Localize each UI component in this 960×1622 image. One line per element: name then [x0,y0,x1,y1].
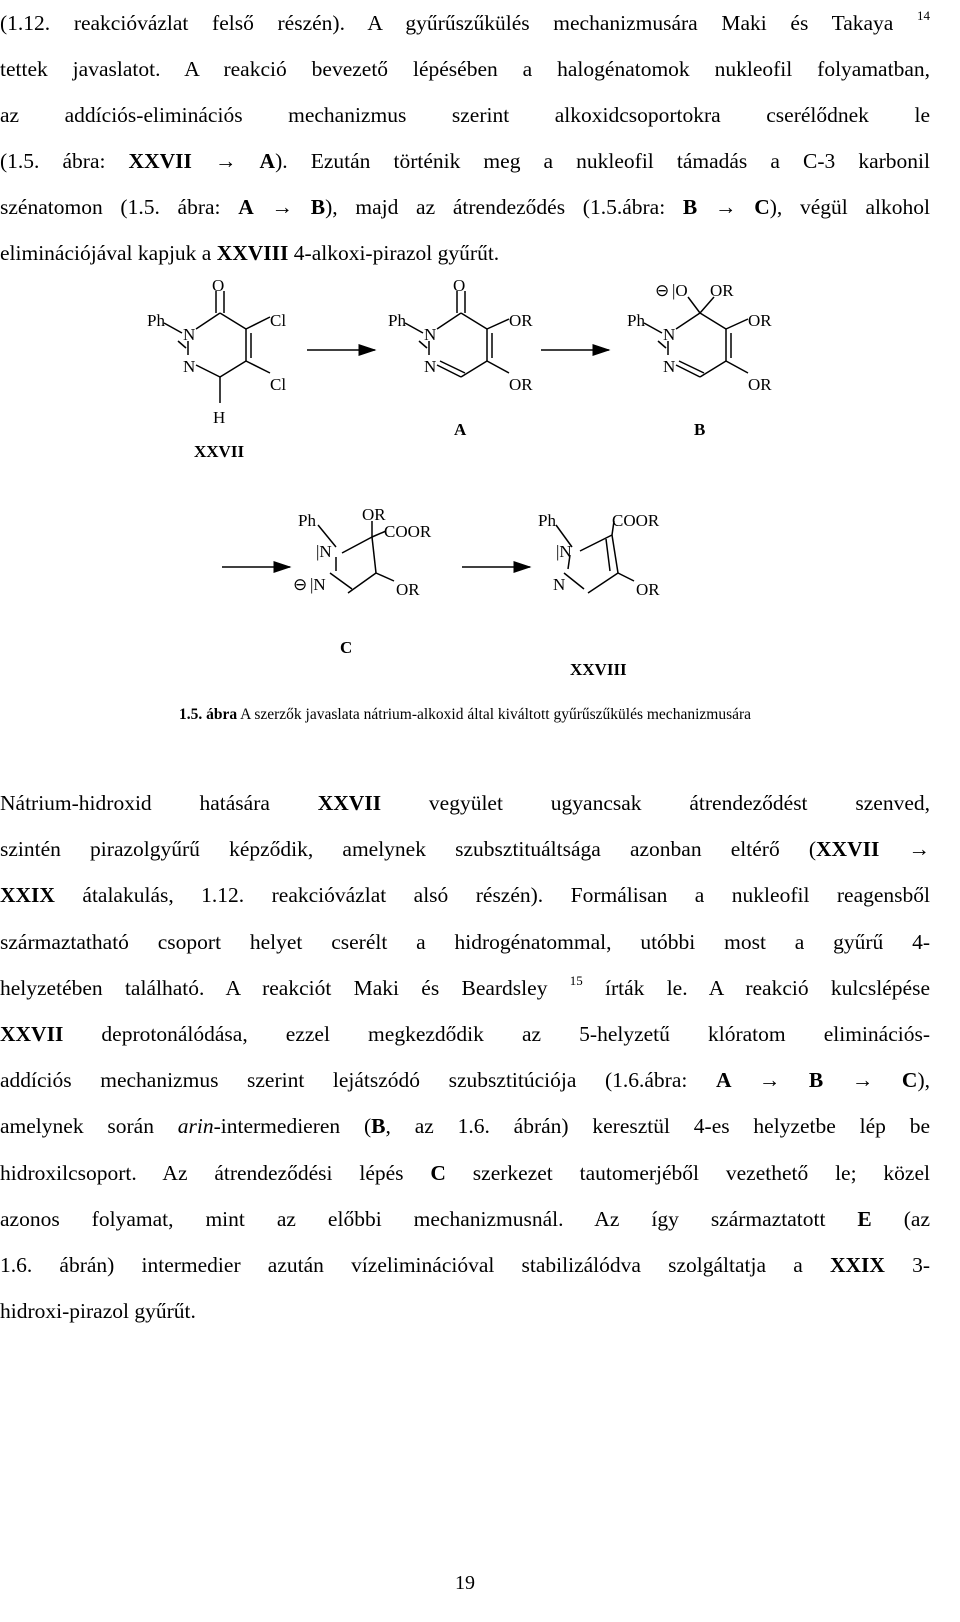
atom-label: OR [710,281,734,300]
text-line: származtatható csoport helyet cserélt a hidrogénatommal, utóbbi most a gyűrű 4- [0,929,930,954]
atom-label: Ph [538,511,556,530]
text-line: azonos folyamat, mint az előbbi mechanizmusnál. Az így származtatott E (az [0,1206,930,1231]
atom-label: Cl [270,375,287,394]
atom-label: O [453,276,466,295]
text-line: addíciós mechanizmus szerint lejátszódó szubsztitúciója (1.6.ábra: A → B → C), [0,1068,930,1093]
text-line: XXIX átalakulás, 1.12. reakcióvázlat alsó részén). Formálisan a nukleofil reagensből [0,883,930,908]
atom-label: |O [672,281,688,300]
compound-label-xxviii: XXVIII [570,660,627,679]
reference-superscript: 15 [569,972,583,988]
text-line: helyzetében található. A reakciót Maki és Beardsley $^{15}$ írták le. A reakció kulcslépése [0,972,930,1000]
text-line: szintén pirazolgyűrű képződik, amelynek szubsztituáltsága azonban eltérő (XXVII → [0,837,930,862]
compound-label-c: C [340,638,353,657]
atom-label: ⊖ [655,281,670,300]
atom-label: ⊖ [293,575,308,594]
atom-label: N [424,325,437,344]
text-line: eliminációjával kapjuk a XXVIII 4-alkoxi-pirazol gyűrűt. [0,241,500,265]
atom-label: OR [509,311,533,330]
atom-label: OR [396,580,420,599]
text-line: szénatomon (1.5. ábra: A → B), majd az átrendeződés (1.5.ábra: B → C), végül alkohol [0,195,930,219]
text-line: (1.5. ábra: XXVII → A). Ezután történik meg a nukleofil támadás a C-3 karbonil [0,149,930,173]
compound-label-a: A [454,420,467,439]
atom-label: N [663,325,676,344]
atom-label: Ph [298,511,316,530]
compound-label-xxvii: XXVII [194,442,245,461]
atom-label: Cl [270,311,287,330]
text-line: Nátrium-hidroxid hatására XXVII vegyület ugyancsak átrendeződést szenved, [0,791,930,815]
atom-label: COOR [612,511,660,530]
atom-label: |N [556,542,572,561]
text-line: tettek javaslatot. A reakció bevezető lépésében a halogénatomok nukleofil folyamatban, [0,57,930,81]
atom-label: O [212,276,225,295]
text-line: 1.6. ábrán) intermedier azután vízeliminációval stabilizálódva szolgáltatja a XXIX 3- [0,1252,930,1277]
figure-caption: 1.5. ábra A szerzők javaslata nátrium-alkoxid által kiváltott gyűrűszűkülés mechanizmusára [178,706,752,723]
atom-label: OR [509,375,533,394]
atom-label: OR [636,580,660,599]
page-number: 19 [455,1572,475,1594]
atom-label: COOR [384,522,432,541]
reaction-scheme [0,255,930,725]
paragraph-1 [0,0,930,276]
atom-label: OR [362,505,386,524]
reaction-scheme-svg [0,255,930,725]
text-line: hidroxi-pirazol gyűrűt. [0,1299,196,1324]
text-line: amelynek során arin-intermedieren (B, az 1.6. ábrán) keresztül 4-es helyzetbe lép be [0,1114,930,1139]
text-line: (1.12. reakcióvázlat felső részén). A gyűrűszűkülés mechanizmusára Maki és Takaya $^{14}$ [0,8,930,35]
atom-label: OR [748,311,772,330]
atom-label: |N [316,542,332,561]
atom-label: Ph [147,311,165,330]
text-line: XXVII deprotonálódása, ezzel megkezdődik az 5-helyzetű klóratom eliminációs- [0,1021,930,1046]
atom-label: N [183,325,196,344]
compound-label-b: B [694,420,706,439]
atom-label: Ph [388,311,406,330]
atom-label: N [553,575,566,594]
atom-label: OR [748,375,772,394]
reference-superscript: 14 [917,8,930,23]
paragraph-2 [0,780,930,1334]
atom-label: N [663,357,676,376]
atom-label: N [183,357,196,376]
atom-label: |N [310,575,326,594]
atom-label: Ph [627,311,645,330]
atom-label: H [213,408,226,427]
text-line: hidroxilcsoport. Az átrendeződési lépés C szerkezet tautomerjéből vezethető le; közel [0,1160,930,1185]
atom-label: N [424,357,437,376]
text-line: az addíciós-eliminációs mechanizmus szerint alkoxidcsoportokra cserélődnek le [0,103,930,127]
